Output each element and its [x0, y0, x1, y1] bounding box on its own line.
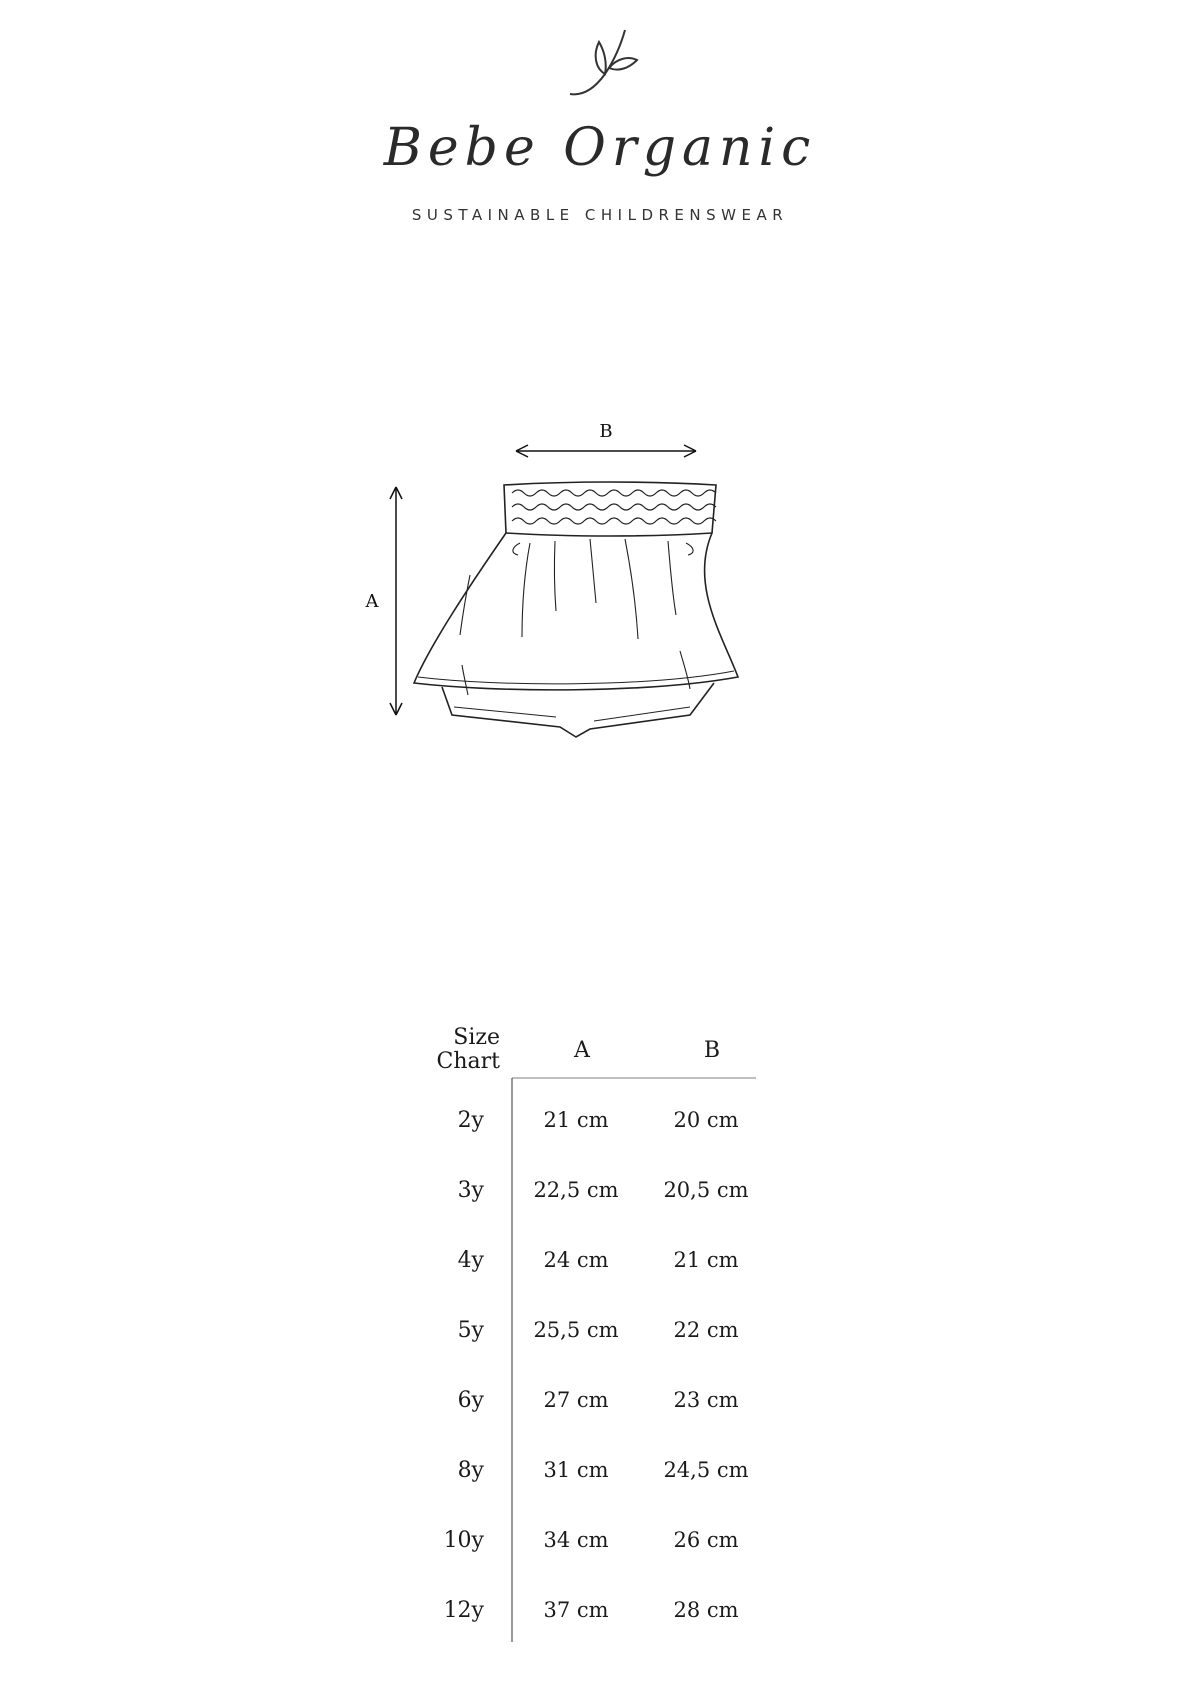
measure-a-cell: 25,5 cm	[533, 1318, 619, 1342]
measure-b-cell: 22 cm	[673, 1318, 739, 1342]
measure-b-cell: 21 cm	[673, 1248, 739, 1272]
size-chart-title-line2: Chart	[436, 1049, 500, 1074]
measure-b-cell: 23 cm	[673, 1388, 739, 1412]
measure-a-cell: 31 cm	[543, 1458, 609, 1482]
size-cell: 5y	[457, 1318, 484, 1343]
size-cell: 12y	[443, 1598, 484, 1623]
brand-tagline: SUSTAINABLE CHILDRENSWEAR	[411, 206, 789, 224]
size-cell: 10y	[443, 1528, 484, 1553]
table-row	[0, 1178, 800, 1218]
label-b: B	[599, 421, 613, 442]
measure-b-cell: 24,5 cm	[663, 1458, 749, 1482]
measure-a-cell: 21 cm	[543, 1108, 609, 1132]
measure-b-cell: 28 cm	[673, 1598, 739, 1622]
size-cell: 6y	[457, 1388, 484, 1413]
table-row	[0, 1458, 800, 1498]
measure-a-cell: 22,5 cm	[533, 1178, 619, 1202]
size-chart-title-line1: Size	[453, 1025, 500, 1050]
size-cell: 3y	[457, 1178, 484, 1203]
table-row	[0, 1528, 800, 1568]
measure-b-cell: 20 cm	[673, 1108, 739, 1132]
brand-name: Bebe Organic	[383, 118, 817, 178]
size-cell: 8y	[457, 1458, 484, 1483]
table-row	[0, 1388, 800, 1428]
size-chart-title	[400, 1026, 500, 1074]
measure-b-cell: 20,5 cm	[663, 1178, 749, 1202]
table-row	[0, 1318, 800, 1358]
length-arrow	[365, 487, 403, 715]
column-header-b: B	[703, 1038, 721, 1063]
column-header-a: A	[574, 1038, 590, 1063]
table-row	[0, 1598, 800, 1638]
table-row	[0, 1248, 800, 1288]
measure-a-cell: 37 cm	[543, 1598, 609, 1622]
measure-a-cell: 34 cm	[543, 1528, 609, 1552]
width-arrow	[516, 421, 696, 457]
size-cell: 2y	[457, 1108, 484, 1133]
label-a: A	[365, 591, 379, 612]
size-cell: 4y	[457, 1248, 484, 1273]
leaf-icon	[565, 22, 645, 102]
measure-b-cell: 26 cm	[673, 1528, 739, 1552]
measure-a-cell: 24 cm	[543, 1248, 609, 1272]
measure-a-cell: 27 cm	[543, 1388, 609, 1412]
table-row	[0, 1108, 800, 1148]
garment-diagram	[350, 415, 810, 755]
skort-sketch	[414, 482, 738, 737]
